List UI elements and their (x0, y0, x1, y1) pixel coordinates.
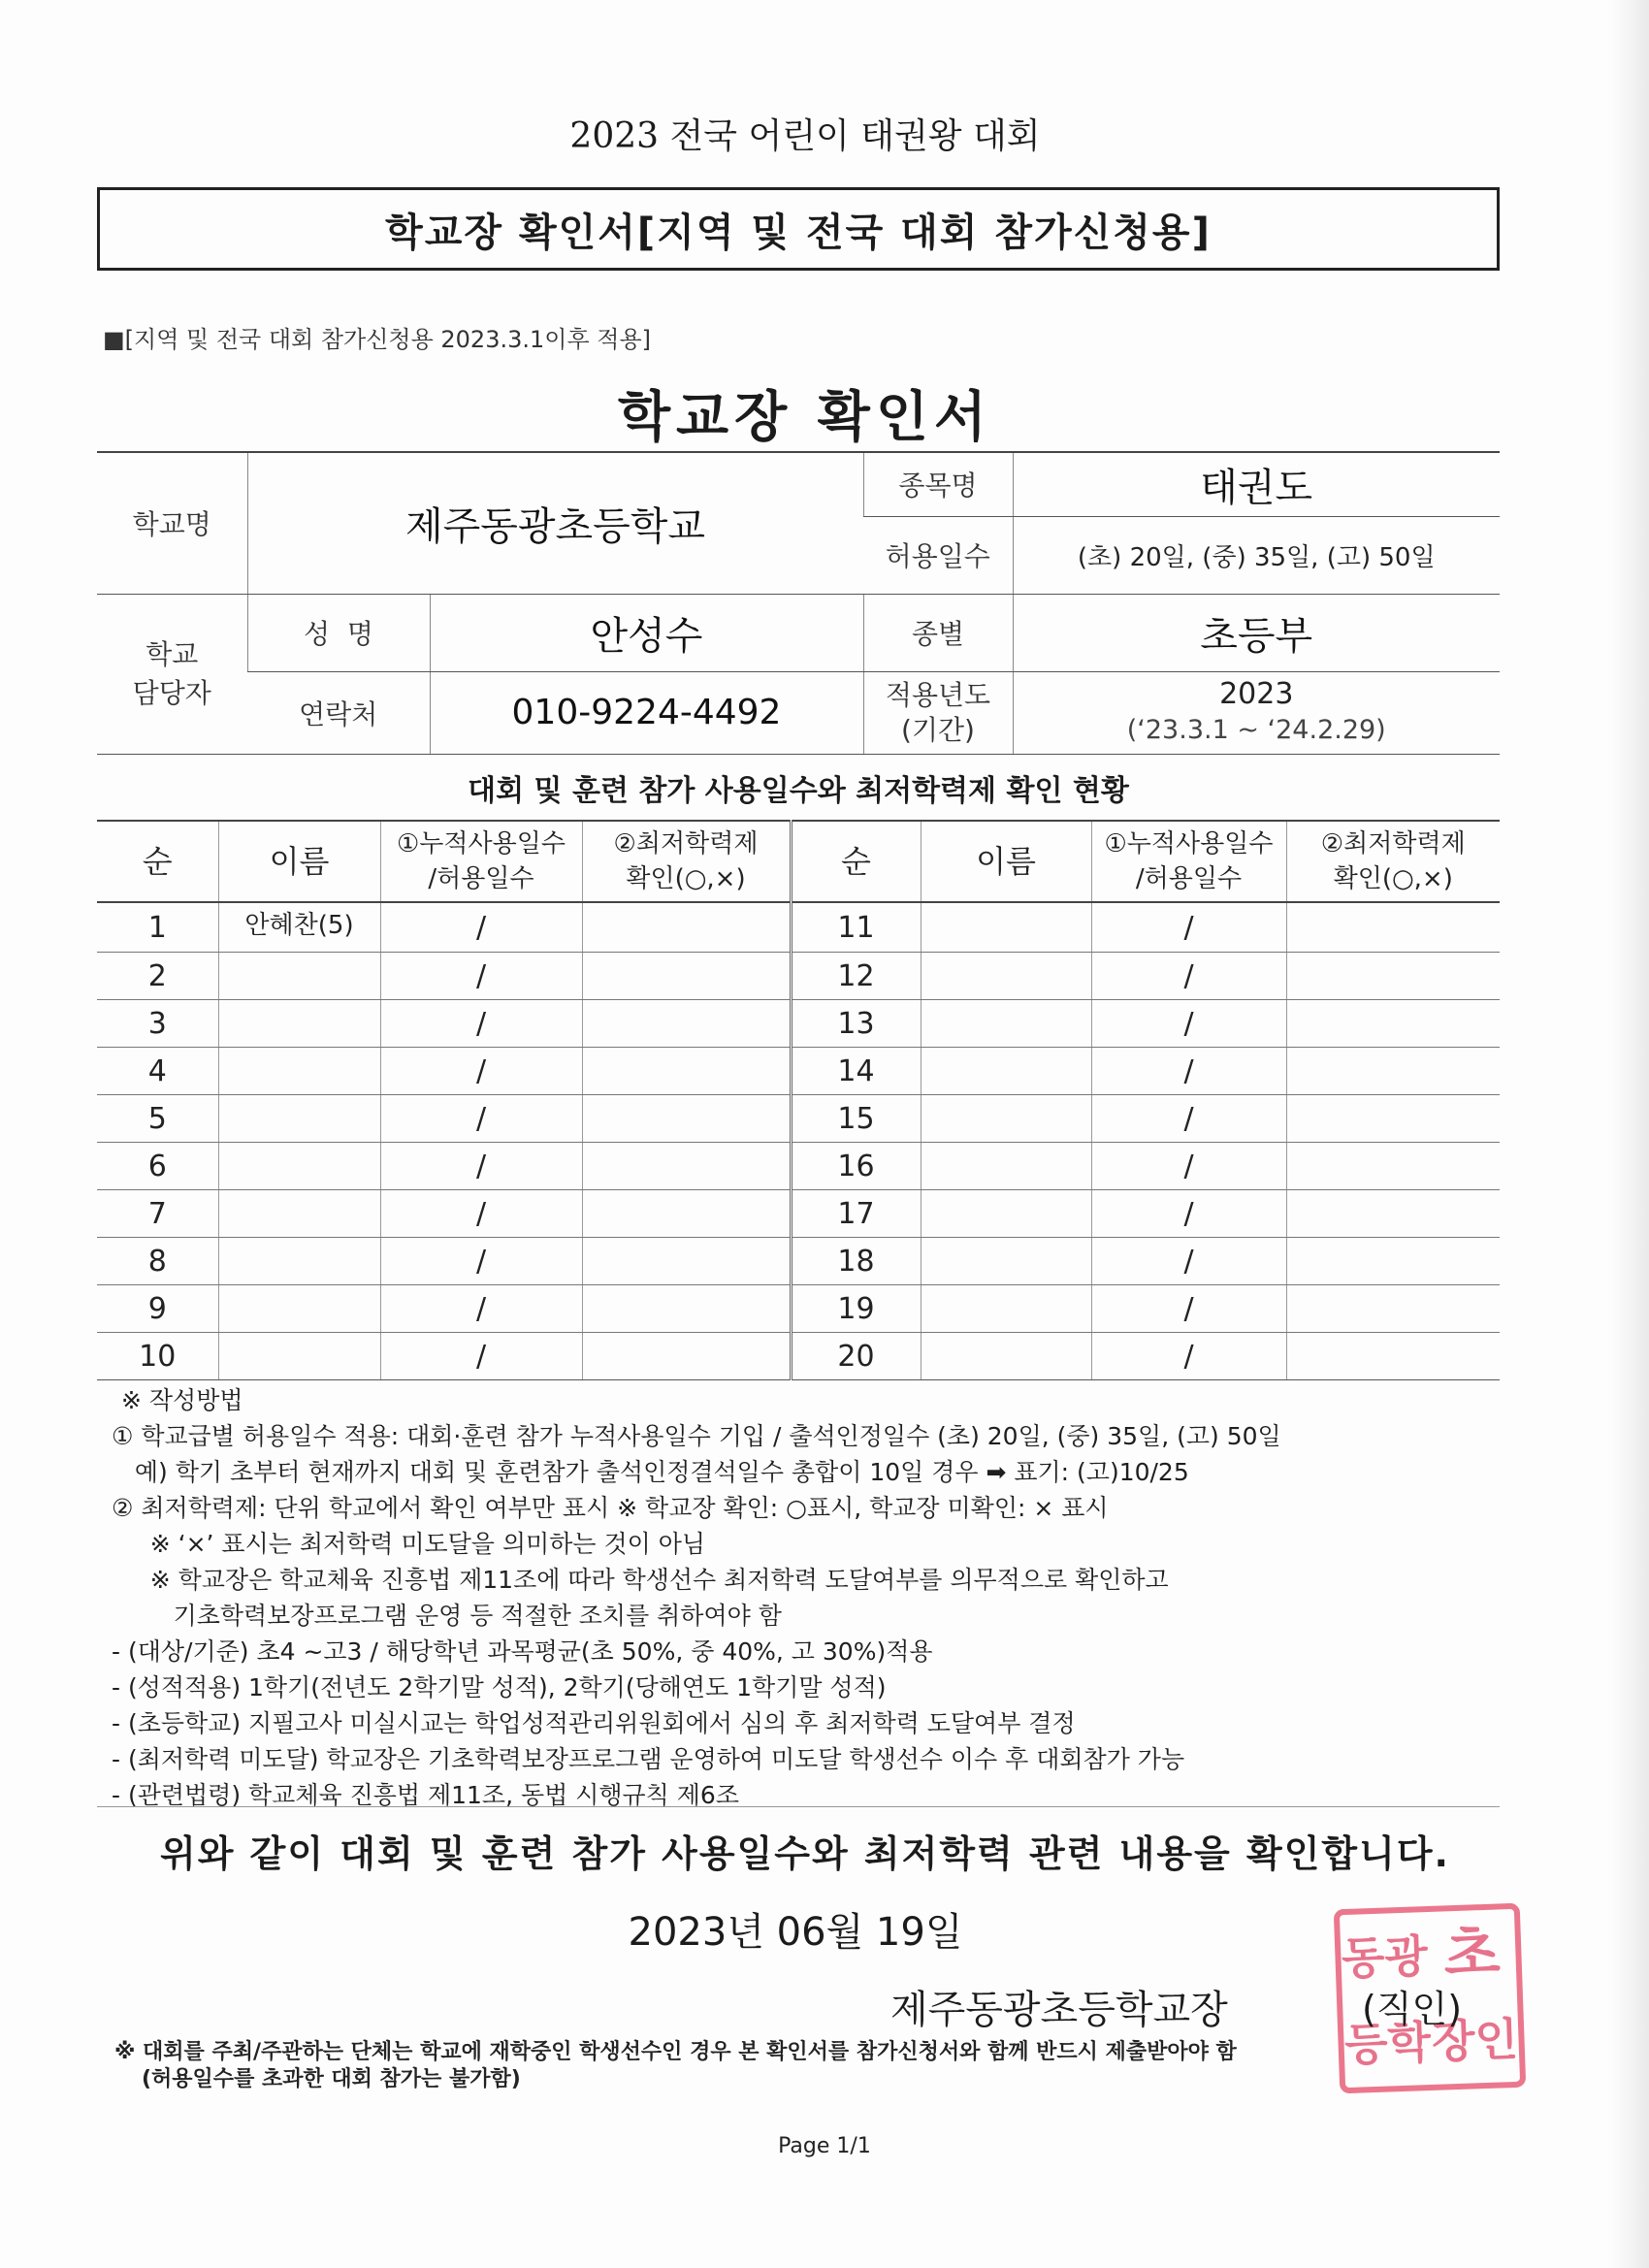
days-cell: / (1091, 1095, 1286, 1143)
check-cell (1286, 1095, 1500, 1143)
days-cell: / (1091, 1238, 1286, 1285)
footnote (114, 2039, 1511, 2093)
instruction-line: 예) 학기 초부터 현재까지 대회 및 훈련참가 출석인정결석일수 총합이 10일 경우 ➡ 표기: (고)10/25 (112, 1458, 1189, 1486)
header-days-left-line2: /허용일수 (428, 864, 534, 893)
year-label-line2: (기간) (901, 713, 975, 746)
year-value-cell (1013, 671, 1500, 754)
division-value: 초등부 (1013, 594, 1500, 671)
days-cell: / (1091, 1333, 1286, 1380)
days-cell: / (380, 1238, 582, 1285)
student-name (218, 1285, 380, 1333)
seal-glyph: 초 (1442, 1918, 1502, 1989)
student-name (921, 1048, 1091, 1095)
row-number: 16 (791, 1143, 921, 1190)
person-name-value: 안성수 (430, 594, 863, 671)
sport-label: 종목명 (863, 452, 1013, 516)
table-row (97, 1048, 1500, 1095)
document-box-title: 학교장 확인서[지역 및 전국 대회 참가신청용] (97, 187, 1500, 271)
instructions-heading: ※ 작성방법 (121, 1386, 243, 1414)
year-value: 2023 (1219, 677, 1294, 711)
header-name-left: 이름 (218, 821, 380, 902)
header-days-right-line2: /허용일수 (1135, 864, 1243, 893)
period-value: (‘23.3.1 ~ ‘24.2.29) (1126, 715, 1386, 745)
student-name (921, 1285, 1091, 1333)
check-cell (1286, 1143, 1500, 1190)
days-cell: / (380, 1190, 582, 1238)
check-cell (582, 1190, 791, 1238)
sport-value: 태권도 (1013, 452, 1500, 516)
row-number: 1 (97, 902, 218, 953)
row-number: 9 (97, 1285, 218, 1333)
header-days-right-line1: ①누적사용일수 (1104, 829, 1274, 859)
student-name (921, 1190, 1091, 1238)
header-check-left (582, 821, 791, 902)
days-cell: / (380, 1143, 582, 1190)
header-seq-left: 순 (97, 821, 218, 902)
phone-value: 010-9224-4492 (430, 671, 863, 754)
days-cell: / (380, 953, 582, 1000)
instruction-line: ① 학교급별 허용일수 적용: 대회·훈련 참가 누적사용일수 기입 / 출석인정일수 (초) 20일, (중) 35일, (고) 50일 (112, 1422, 1281, 1450)
row-number: 14 (791, 1048, 921, 1095)
applicability-note: ■[지역 및 전국 대회 참가신청용 2023.3.1이후 적용] (103, 326, 651, 353)
row-number: 4 (97, 1048, 218, 1095)
row-number: 3 (97, 1000, 218, 1048)
header-days-left (380, 821, 582, 902)
check-cell (582, 1095, 791, 1143)
instruction-line: - (초등학교) 지필고사 미실시교는 학업성적관리위원회에서 심의 후 최저학력 도달여부 결정 (112, 1709, 1076, 1737)
check-cell (1286, 1048, 1500, 1095)
row-number: 6 (97, 1143, 218, 1190)
check-cell (1286, 1333, 1500, 1380)
days-cell: / (1091, 1285, 1286, 1333)
row-number: 17 (791, 1190, 921, 1238)
instruction-line: ※ ‘×’ 표시는 최저학력 미도달을 의미하는 것이 아님 (112, 1530, 706, 1558)
row-number: 5 (97, 1095, 218, 1143)
student-name (921, 1333, 1091, 1380)
header-seq-right: 순 (791, 821, 921, 902)
instruction-line: ※ 학교장은 학교체육 진흥법 제11조에 따라 학생선수 최저학력 도달여부를 의무적으로 확인하고 (112, 1566, 1169, 1594)
header-days-right (1091, 821, 1286, 902)
phone-label: 연락처 (247, 671, 430, 754)
instruction-line: ② 최저학력제: 단위 학교에서 확인 여부만 표시 ※ 학교장 확인: ○표시, 학교장 미확인: × 표시 (112, 1494, 1109, 1522)
check-cell (582, 1238, 791, 1285)
check-cell (1286, 902, 1500, 953)
row-number: 12 (791, 953, 921, 1000)
year-label-line1: 적용년도 (885, 678, 991, 711)
student-name (218, 953, 380, 1000)
student-name (218, 1000, 380, 1048)
days-cell: / (380, 1000, 582, 1048)
seal-glyph: 동광 (1341, 1928, 1429, 1985)
days-cell: / (1091, 1190, 1286, 1238)
contact-label-line2: 담당자 (132, 676, 211, 709)
header-check-left-line1: ②최저학력제 (613, 829, 759, 859)
student-name (921, 902, 1091, 953)
check-cell (1286, 953, 1500, 1000)
table-row (97, 1238, 1500, 1285)
days-cell: / (380, 1285, 582, 1333)
seal-glyph: 등학 (1343, 2015, 1432, 2071)
allowed-days-label: 허용일수 (863, 516, 1013, 594)
instruction-line: - (최저학력 미도달) 학교장은 기초학력보장프로그램 운영하여 미도달 학생선수 이수 후 대회참가 가능 (112, 1745, 1185, 1773)
days-cell: / (1091, 953, 1286, 1000)
header-check-left-line2: 확인(○,×) (626, 864, 746, 893)
table-row (97, 1285, 1500, 1333)
header-check-right (1286, 821, 1500, 902)
header-days-left-line1: ①누적사용일수 (396, 829, 566, 859)
student-name (921, 1000, 1091, 1048)
instruction-line: - (성적적용) 1학기(전년도 2학기말 성적), 2학기(당해연도 1학기말 성적) (112, 1673, 887, 1701)
check-cell (582, 902, 791, 953)
check-cell (582, 1000, 791, 1048)
check-cell (1286, 1238, 1500, 1285)
year-label (863, 671, 1013, 754)
table-row (97, 1095, 1500, 1143)
check-cell (582, 1048, 791, 1095)
student-name (921, 953, 1091, 1000)
school-info-table (97, 451, 1500, 755)
student-name (921, 1143, 1091, 1190)
page-number: Page 1/1 (778, 2134, 871, 2158)
table-row (97, 902, 1500, 953)
row-number: 20 (791, 1333, 921, 1380)
student-name (921, 1095, 1091, 1143)
row-number: 11 (791, 902, 921, 953)
check-cell (1286, 1285, 1500, 1333)
scan-edge-shadow (1610, 0, 1649, 2268)
days-cell: / (1091, 902, 1286, 953)
seal-glyph: 장인 (1431, 2012, 1519, 2068)
person-name-label: 성 명 (247, 594, 430, 671)
instruction-line: - (관련법령) 학교체육 진흥법 제11조, 동법 시행규칙 제6조 (112, 1781, 739, 1809)
row-number: 19 (791, 1285, 921, 1333)
table-row (97, 1333, 1500, 1380)
confirmation-statement: 위와 같이 대회 및 훈련 참가 사용일수와 최저학력 관련 내용을 확인합니다. (160, 1832, 1450, 1875)
check-cell (1286, 1000, 1500, 1048)
student-name (218, 1048, 380, 1095)
student-name (218, 1143, 380, 1190)
division-label: 종별 (863, 594, 1013, 671)
check-cell (582, 1333, 791, 1380)
student-name (218, 1095, 380, 1143)
main-title: 학교장 확인서 (617, 386, 993, 449)
days-cell: / (1091, 1000, 1286, 1048)
contact-label-line1: 학교 (146, 637, 199, 670)
student-name (218, 1238, 380, 1285)
status-table-title: 대회 및 훈련 참가 사용일수와 최저학력제 확인 현황 (468, 774, 1129, 808)
instruction-line: 기초학력보장프로그램 운영 등 적절한 조치를 취하여야 함 (112, 1602, 782, 1630)
check-cell (582, 1285, 791, 1333)
student-name (921, 1238, 1091, 1285)
student-name (218, 1333, 380, 1380)
days-cell: / (380, 1048, 582, 1095)
row-number: 13 (791, 1000, 921, 1048)
check-cell (582, 953, 791, 1000)
writing-instructions (112, 1382, 1518, 1813)
instruction-line: - (대상/기준) 초4 ~고3 / 해당학년 과목평균(초 50%, 중 40%, 고 30%)적용 (112, 1637, 933, 1666)
row-number: 10 (97, 1333, 218, 1380)
student-name (218, 1190, 380, 1238)
check-cell (1286, 1190, 1500, 1238)
event-title: 2023 전국 어린이 태권왕 대회 (569, 116, 1041, 156)
check-cell (582, 1143, 791, 1190)
contact-person-label (97, 594, 247, 754)
header-check-right-line1: ②최저학력제 (1320, 829, 1466, 859)
participation-status-table (97, 820, 1500, 1380)
row-number: 2 (97, 953, 218, 1000)
footnote-line: ※ 대회를 주최/주관하는 단체는 학교에 재학중인 학생선수인 경우 본 확인서를 참가신청서와 함께 반드시 제출받아야 함 (114, 2040, 1237, 2064)
student-name: 안혜찬(5) (218, 902, 380, 953)
issue-date: 2023년 06월 19일 (628, 1910, 963, 1955)
days-cell: / (380, 1095, 582, 1143)
row-number: 15 (791, 1095, 921, 1143)
days-cell: / (380, 902, 582, 953)
header-name-right: 이름 (921, 821, 1091, 902)
principal-title: 제주동광초등학교장 (890, 1988, 1228, 2032)
allowed-days-value: (초) 20일, (중) 35일, (고) 50일 (1013, 516, 1500, 594)
row-number: 18 (791, 1238, 921, 1285)
table-row (97, 1190, 1500, 1238)
table-row (97, 1143, 1500, 1190)
row-number: 7 (97, 1190, 218, 1238)
header-check-right-line2: 확인(○,×) (1333, 864, 1453, 893)
days-cell: / (1091, 1143, 1286, 1190)
school-name-value: 제주동광초등학교 (247, 452, 863, 594)
table-row (97, 953, 1500, 1000)
school-name-label: 학교명 (97, 452, 247, 594)
days-cell: / (1091, 1048, 1286, 1095)
row-number: 8 (97, 1238, 218, 1285)
table-row (97, 1000, 1500, 1048)
days-cell: / (380, 1333, 582, 1380)
divider (97, 1806, 1500, 1807)
footnote-line: (허용일수를 초과한 대회 참가는 불가함) (142, 2067, 521, 2091)
seal-label: (직인) (1362, 1988, 1463, 2030)
